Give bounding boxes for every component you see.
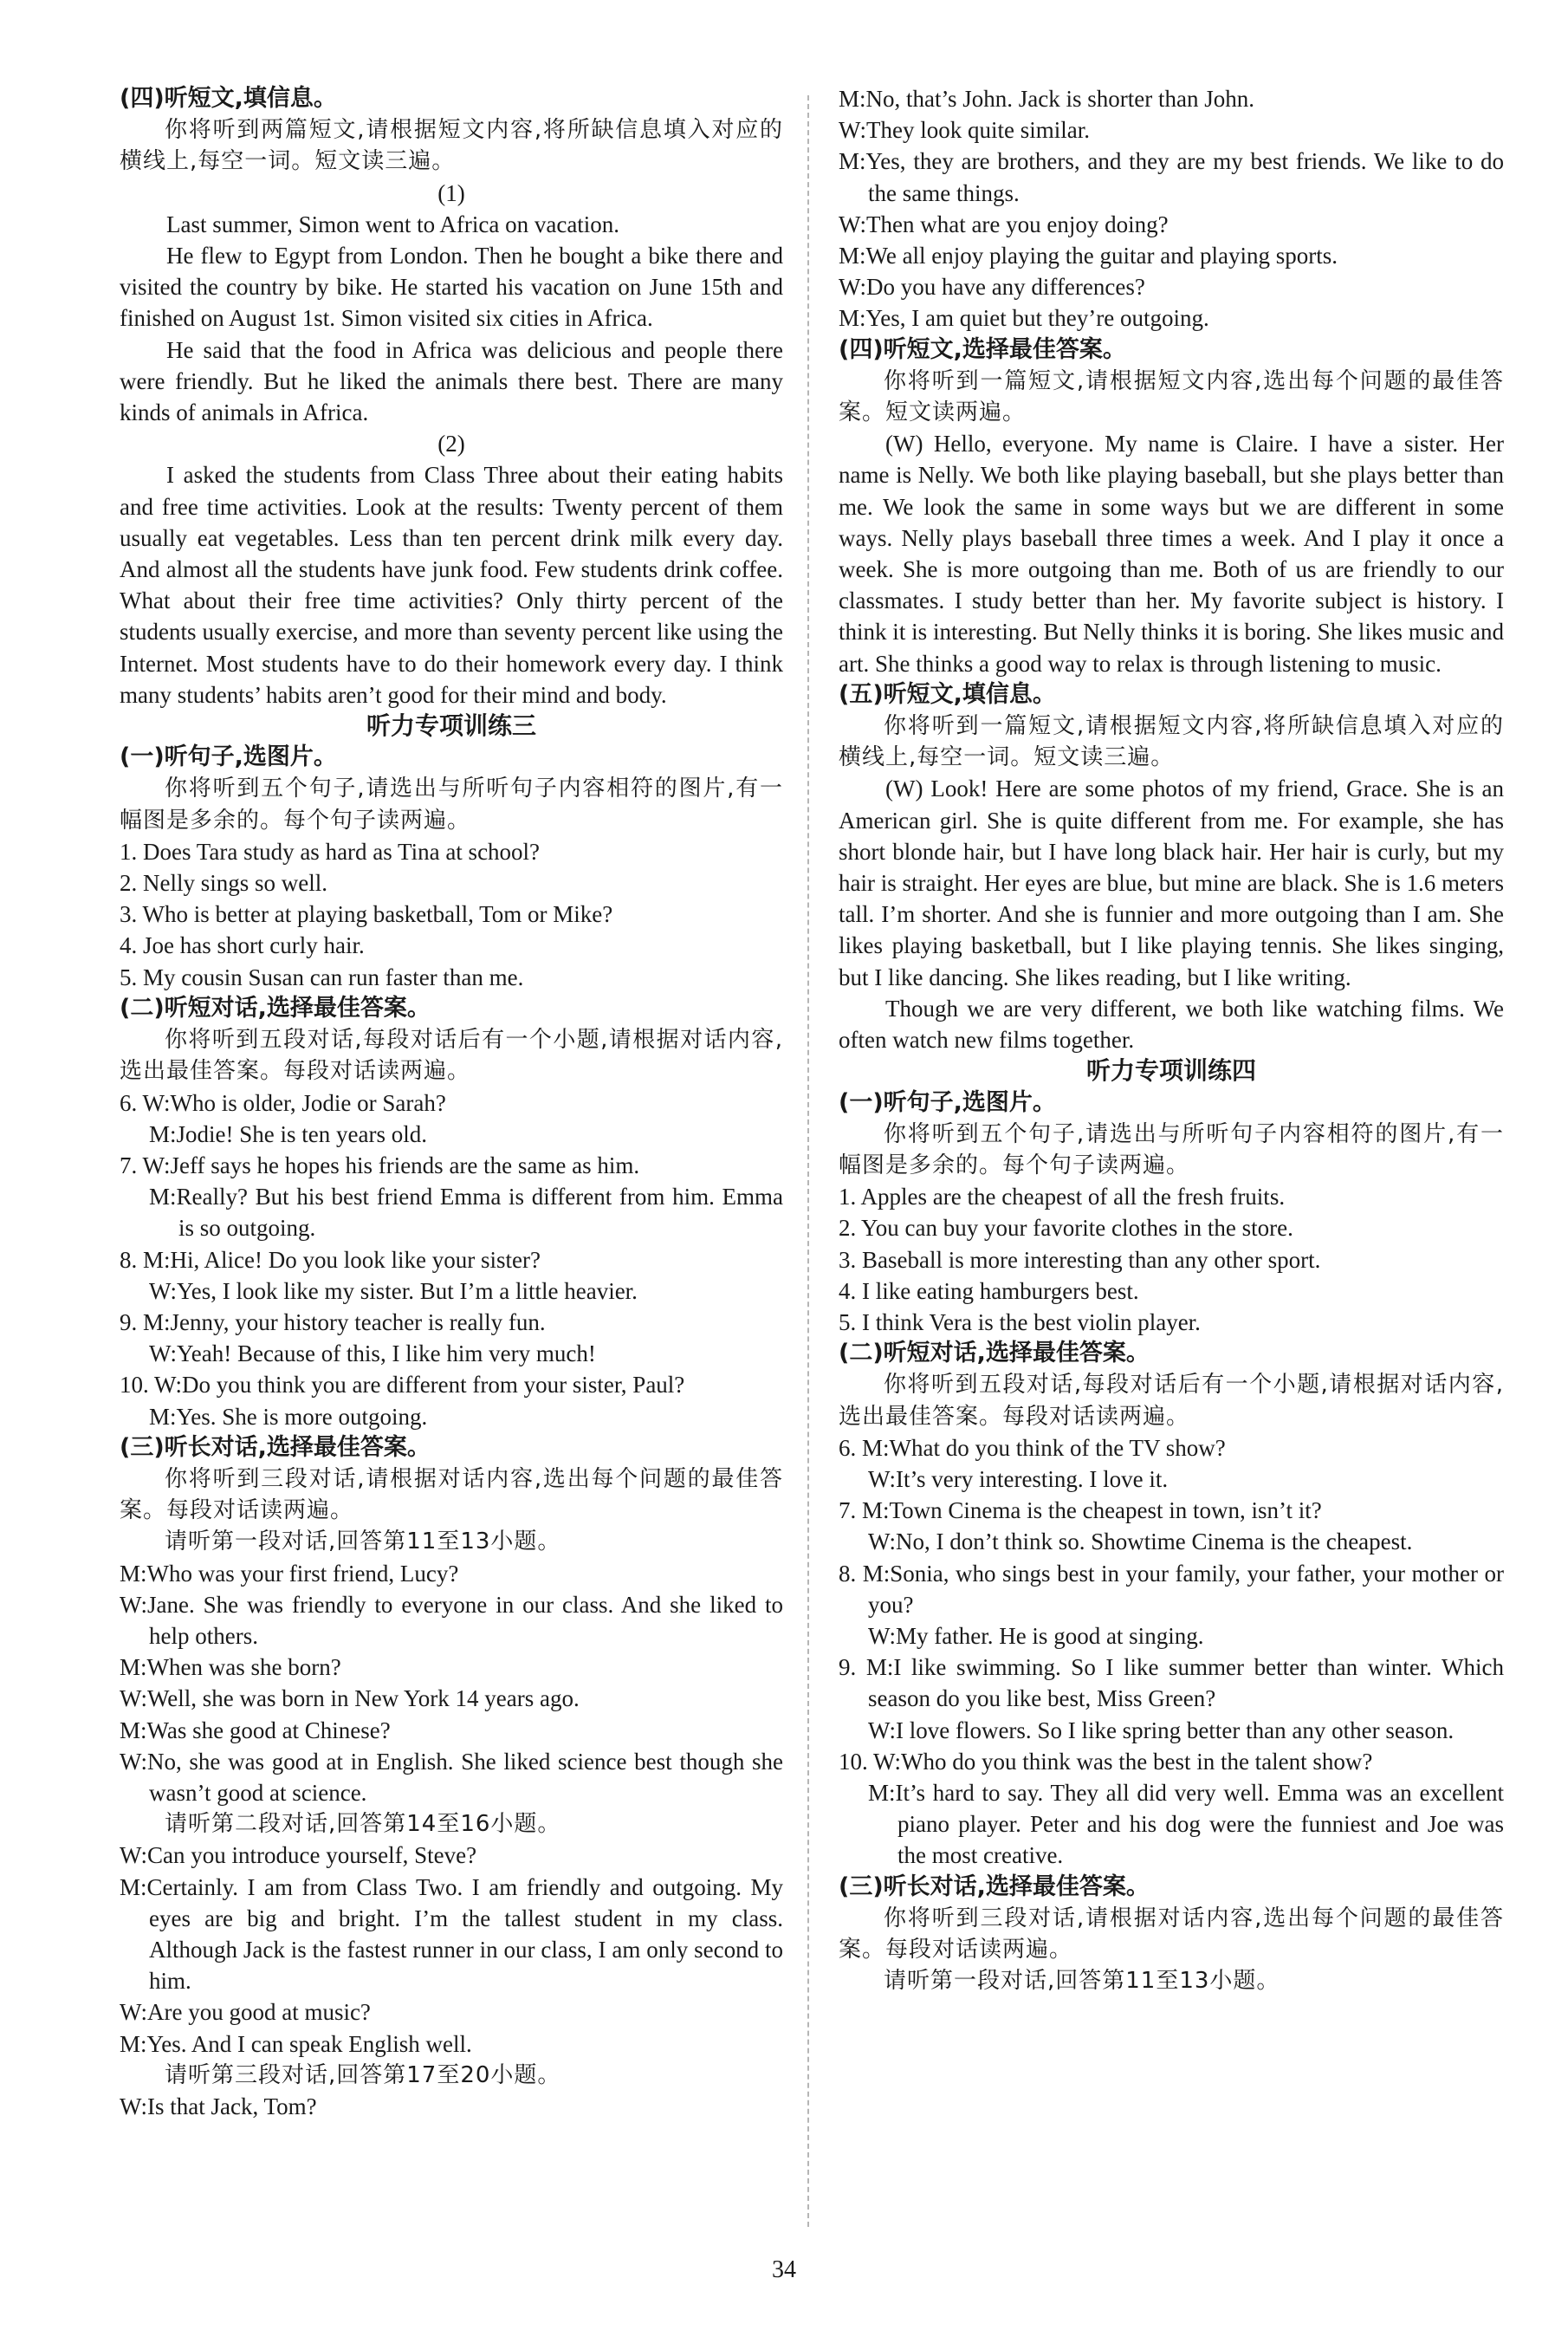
dialogue-line: 7. M:Town Cinema is the cheapest in town, isn’t it? [839,1497,1322,1524]
instruction-text: 你将听到一篇短文,请根据短文内容,将所缺信息填入对应的横线上,每空一词。短文读三遍。 [839,713,1504,771]
dialogue-line: 9. M:I like swimming. So I like summer better than winter. Which season do you like best, Miss Green? [839,1654,1504,1712]
instruction-text: 你将听到一篇短文,请根据短文内容,选出每个问题的最佳答案。短文读两遍。 [839,367,1504,426]
dialogue-line: W:I love flowers. So I like spring better than any other season. [868,1717,1455,1743]
dialogue-line: M:Jodie! She is ten years old. [149,1120,427,1147]
dialogue-line: 9. M:Jenny, your history teacher is really fun. [120,1308,546,1335]
unit-title: 听力专项训练三 [366,711,536,741]
instruction-text: 你将听到三段对话,请根据对话内容,选出每个问题的最佳答案。每段对话读两遍。 [120,1465,783,1524]
column-divider [807,95,809,2227]
section-heading: (四)听短文,填信息。 [120,85,337,112]
instruction-text: 你将听到五个句子,请选出与所听句子内容相符的图片,有一幅图是多余的。每个句子读两遍。 [839,1120,1504,1178]
dialogue-line: M:Was she good at Chinese? [120,1717,391,1743]
passage-number: (2) [437,431,465,458]
dialogue-line: 8. M:Hi, Alice! Do you look like your sister? [120,1246,541,1273]
instruction-text: 你将听到五段对话,每段对话后有一个小题,请根据对话内容,选出最佳答案。每段对话读两遍。 [120,1027,783,1085]
section-heading: (三)听长对话,选择最佳答案。 [120,1433,431,1461]
section-heading: (三)听长对话,选择最佳答案。 [839,1872,1150,1900]
dialogue-line: W:My father. He is good at singing. [868,1622,1204,1649]
dialogue-line: W:Jane. She was friendly to everyone in our class. And she liked to help others. [120,1591,783,1649]
dialogue-line: 10. W:Do you think you are different from your sister, Paul? [120,1372,685,1399]
section-heading: (二)听短对话,选择最佳答案。 [839,1340,1150,1367]
left-column [120,83,783,2122]
dialogue-line: M:Yes. She is more outgoing. [149,1403,428,1430]
passage-paragraph: Though we are very different, we both like watching films. We often watch new films together. [839,995,1504,1054]
dialogue-line: W:Well, she was born in New York 14 years ago. [120,1685,580,1712]
text-line: 1. Does Tara study as hard as Tina at school? [120,838,541,865]
dialogue-line: 10. W:Who do you think was the best in the talent show? [839,1748,1373,1775]
text-line: 3. Baseball is more interesting than any other sport. [839,1246,1321,1273]
dialogue-line: W:Then what are you enjoy doing? [839,211,1169,237]
dialogue-line: 7. W:Jeff says he hopes his friends are the same as him. [120,1152,640,1178]
dialogue-line: M:Who was your first friend, Lucy? [120,1560,459,1587]
unit-title: 听力专项训练四 [1085,1056,1256,1086]
page-number: 34 [772,2256,796,2283]
dialogue-line: W:Yeah! Because of this, I like him very much! [149,1340,596,1367]
dialogue-line: M:Certainly. I am from Class Two. I am friendly and outgoing. My eyes are big and bright. I’m the tallest student in my class. Although Jack is the fastest runner in our class, I am only second to him. [120,1873,783,1995]
dialogue-line: W:It’s very interesting. I love it. [868,1465,1169,1492]
instruction-text: 你将听到两篇短文,请根据短文内容,将所缺信息填入对应的横线上,每空一词。短文读三遍。 [120,117,783,175]
dialogue-line: W:They look quite similar. [839,117,1090,144]
passage-paragraph: (W) Look! Here are some photos of my friend, Grace. She is an American girl. She is quite different from me. For example, she has short blonde hair, but I have long black hair. Her hair is curly, but my hair is straight. Her eyes are blue, but mine are black. She is 1.6 meters tall. I’m shorter. And she is funnier and more outgoing than I am. She likes playing basketball, but I like playing tennis. She likes singing, but I like dancing. She likes reading, but I like writing. [839,776,1504,990]
passage-number: (1) [437,179,465,206]
instruction-text: 你将听到五段对话,每段对话后有一个小题,请根据对话内容,选出最佳答案。每段对话读两遍。 [839,1372,1504,1430]
instruction-text: 你将听到五个句子,请选出与所听句子内容相符的图片,有一幅图是多余的。每个句子读两遍。 [120,776,783,834]
dialogue-line: W:Do you have any differences? [839,274,1145,301]
instruction-text: 你将听到三段对话,请根据对话内容,选出每个问题的最佳答案。每段对话读两遍。 [839,1905,1504,1963]
dialogue-line: W:No, I don’t think so. Showtime Cinema is the cheapest. [868,1528,1413,1555]
passage-paragraph: (W) Hello, everyone. My name is Claire. I have a sister. Her name is Nelly. We both like playing baseball, but she plays better than me. We look the same in some ways but we are different in some ways. Nelly plays baseball three times a week. And I play it once a week. She is more outgoing than me. Both of us are friendly to our classmates. I study better than her. My favorite subject is history. I think it is interesting. But Nelly thinks it is boring. She likes music and art. She thinks a good way to relax is through listening to music. [839,431,1504,677]
passage-paragraph: Last summer, Simon went to Africa on vacation. [166,211,620,237]
text-line: 4. Joe has short curly hair. [120,932,365,959]
section-heading: (一)听句子,选图片。 [120,743,337,771]
text-line: 2. You can buy your favorite clothes in the store. [839,1215,1293,1242]
dialogue-line: W:No, she was good at in English. She liked science best though she wasn’t good at science. [120,1748,783,1806]
text-line: 5. My cousin Susan can run faster than me. [120,964,524,990]
instruction-text: 请听第一段对话,回答第11至13小题。 [165,1528,561,1555]
section-heading: (一)听句子,选图片。 [839,1088,1056,1116]
instruction-text: 请听第一段对话,回答第11至13小题。 [884,1968,1280,1995]
section-heading: (四)听短文,选择最佳答案。 [839,335,1126,363]
passage-paragraph: He said that the food in Africa was delicious and people there were friendly. But he liked the animals there best. There are many kinds of animals in Africa. [120,336,783,426]
text-line: 5. I think Vera is the best violin player. [839,1308,1201,1335]
passage-paragraph: I asked the students from Class Three about their eating habits and free time activities. Look at the results: Twenty percent of them usually eat vegetables. Less than ten percent drink milk every day. And almost all the students have junk food. Few students drink coffee. What about their free time activities? Only thirty percent of the students usually exercise, and more than seventy percent like using the Internet. Most students have to do their homework every day. I think many students’ habits aren’t good for their mind and body. [120,462,783,708]
dialogue-line: M:It’s hard to say. They all did very well. Emma was an excellent piano player. Peter and his dog were the funniest and Joe was the most creative. [868,1779,1504,1869]
dialogue-line: M:Really? But his best friend Emma is different from him. Emma is so outgoing. [149,1184,783,1242]
text-line: 4. I like eating hamburgers best. [839,1277,1139,1304]
text-line: 1. Apples are the cheapest of all the fresh fruits. [839,1184,1286,1210]
dialogue-line: W:Can you introduce yourself, Steve? [120,1842,477,1869]
dialogue-line: W:Yes, I look like my sister. But I’m a little heavier. [149,1277,638,1304]
dialogue-line: M:Yes, I am quiet but they’re outgoing. [839,305,1209,332]
right-column [839,83,1504,1996]
dialogue-line: M:Yes, they are brothers, and they are my best friends. We like to do the same things. [839,148,1504,206]
dialogue-line: 6. W:Who is older, Jodie or Sarah? [120,1089,446,1116]
instruction-text: 请听第三段对话,回答第17至20小题。 [165,2061,561,2088]
dialogue-line: M:No, that’s John. Jack is shorter than John. [839,86,1254,112]
passage-paragraph: He flew to Egypt from London. Then he bought a bike there and visited the country by bike. He started his vacation on June 15th and finished on August 1st. Simon visited six cities in Africa. [120,243,783,332]
section-heading: (五)听短文,填信息。 [839,680,1056,708]
dialogue-line: M:We all enjoy playing the guitar and playing sports. [839,243,1338,269]
dialogue-line: 8. M:Sonia, who sings best in your family, your father, your mother or you? [839,1560,1504,1618]
dialogue-line: M:When was she born? [120,1654,341,1681]
text-line: 3. Who is better at playing basketball, Tom or Mike? [120,901,613,928]
instruction-text: 请听第二段对话,回答第14至16小题。 [165,1811,561,1838]
dialogue-line: 6. M:What do you think of the TV show? [839,1434,1226,1461]
section-heading: (二)听短对话,选择最佳答案。 [120,994,431,1022]
text-line: 2. Nelly sings so well. [120,870,327,897]
dialogue-line: M:Yes. And I can speak English well. [120,2030,472,2057]
dialogue-line: W:Is that Jack, Tom? [120,2093,317,2119]
dialogue-line: W:Are you good at music? [120,1999,371,2026]
